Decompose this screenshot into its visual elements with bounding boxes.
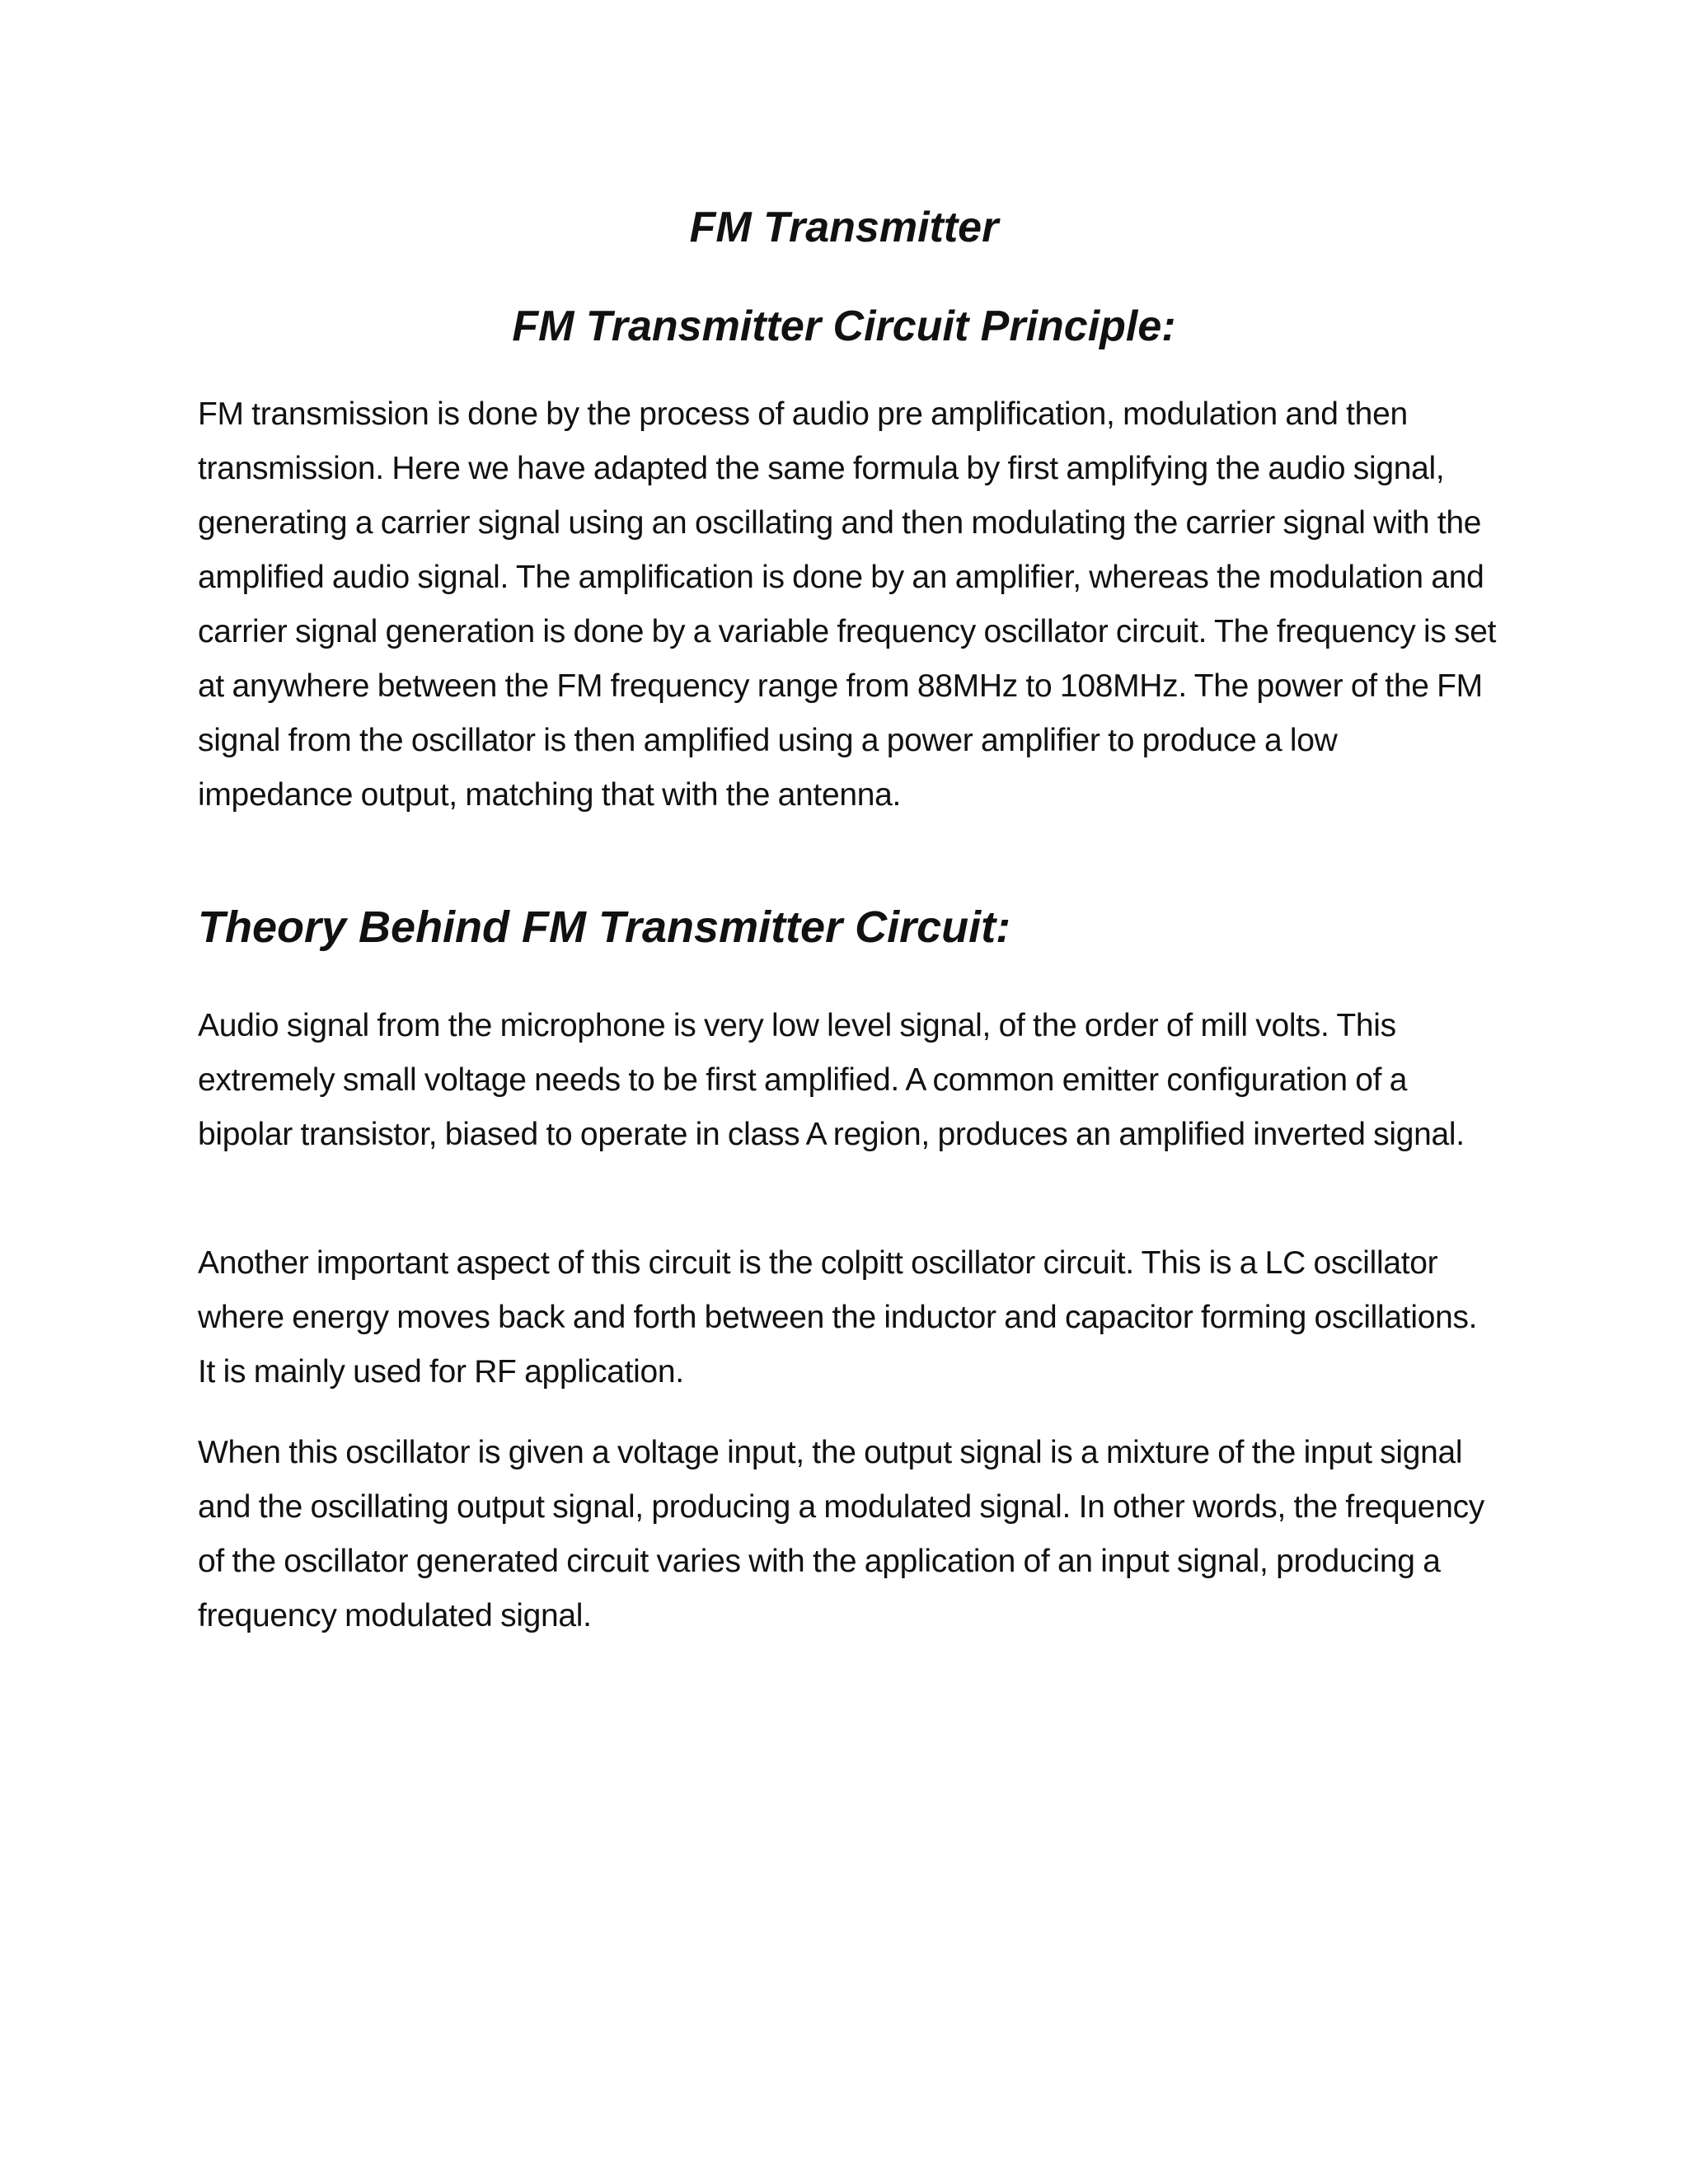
paragraph-audio-signal: Audio signal from the microphone is very low level signal, of the order of mill volts. This extremely small voltage needs to be first amplified. A common emitter configuration of a bipolar transistor, biased to operate in class A region, produces an amplified inverted signal.: [198, 1008, 1465, 1152]
paragraph-colpitt-oscillator: Another important aspect of this circuit is the colpitt oscillator circuit. This is a LC oscillator where energy moves back and forth between the inductor and capacitor forming oscillations. It is mainly used for RF application.: [198, 1245, 1478, 1390]
paragraph-modulated-signal: When this oscillator is given a voltage input, the output signal is a mixture of the input signal and the oscillating output signal, producing a modulated signal. In other words, the frequency of the oscillator generated circuit varies with the application of an input signal, producing a frequency modulated signal.: [198, 1435, 1484, 1633]
document-title: FM Transmitter: [689, 204, 999, 251]
section-heading-circuit-principle: FM Transmitter Circuit Principle:: [512, 302, 1176, 350]
section-heading-theory: Theory Behind FM Transmitter Circuit:: [198, 902, 1011, 952]
paragraph-circuit-principle: FM transmission is done by the process of audio pre amplification, modulation and then transmission. Here we have adapted the same formula by first amplifying the audio signal, generating a carrier signal using an oscillating and then modulating the carrier signal with the amplified audio signal. The amplification is done by an amplifier, whereas the modulation and carrier signal generation is done by a variable frequency oscillator circuit. The frequency is set at anywhere between the FM frequency range from 88MHz to 108MHz. The power of the FM signal from the oscillator is then amplified using a power amplifier to produce a low impedance output, matching that with the antenna.: [198, 396, 1497, 813]
